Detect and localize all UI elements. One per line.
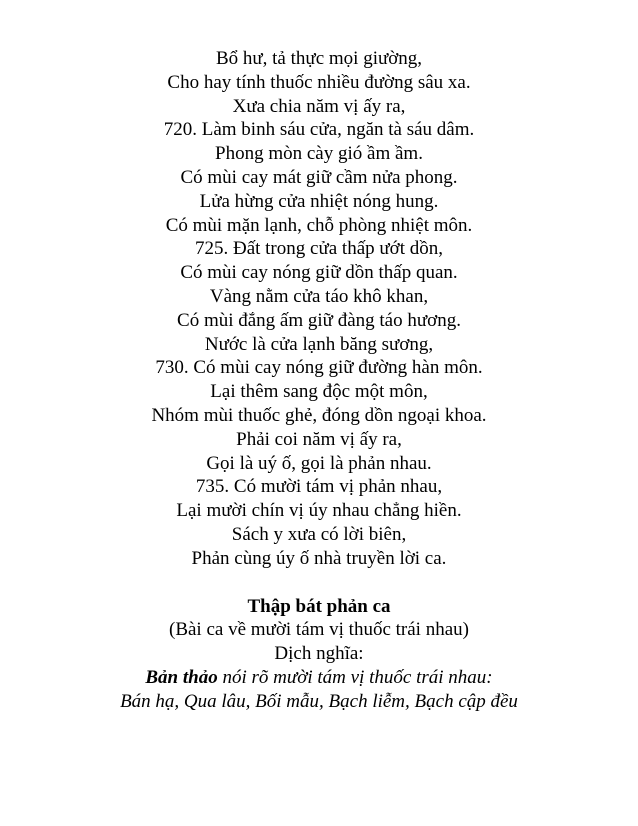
poem-line: Lại thêm sang độc một môn, (210, 381, 428, 403)
poem-line: Xưa chia năm vị ấy ra, (232, 95, 406, 117)
section-subtitle: (Bài ca về mười tám vị thuốc trái nhau) (169, 619, 469, 641)
poem-line: Có mùi đắng ấm giữ đàng táo hương. (177, 309, 461, 331)
poem-line: 720. Làm binh sáu cửa, ngăn tà sáu dâm. (163, 119, 475, 141)
section-title: Thập bát phản ca (247, 595, 391, 617)
book-name: Bản thảo (145, 666, 218, 688)
poem-line: Nước là cửa lạnh băng sương, (204, 333, 434, 355)
poem-line: Vàng nằm cửa táo khô khan, (209, 285, 429, 307)
poem-line: Phong mòn cày gió ầm ầm. (215, 143, 423, 165)
poem-line: Có mùi cay mát giữ cầm nửa phong. (180, 166, 458, 188)
translation-line (0, 666, 638, 690)
poem-line: 725. Đất trong cửa thấp ướt dồn, (194, 238, 444, 260)
translation-text: nói rõ mười tám vị thuốc trái nhau: (217, 666, 493, 688)
poem-line: Gọi là uý ố, gọi là phản nhau. (206, 452, 432, 474)
poem-line: Có mùi cay nóng giữ dồn thấp quan. (180, 262, 458, 284)
poem-line: Phản cùng úy ố nhà truyền lời ca. (191, 547, 447, 569)
translation-label: Dịch nghĩa: (274, 643, 364, 665)
poem-line: Bổ hư, tả thực mọi giường, (215, 48, 423, 69)
poem-line: 730. Có mùi cay nóng giữ đường hàn môn. (155, 357, 483, 379)
poem-line: Nhóm mùi thuốc ghẻ, đóng dồn ngoại khoa. (151, 404, 487, 426)
poem-line: Lại mười chín vị úy nhau chẳng hiền. (176, 500, 462, 522)
poem-line: Phải coi năm vị ấy ra, (236, 428, 402, 450)
translation-line-2: Bán hạ, Qua lâu, Bối mẫu, Bạch liễm, Bạch cập đều (120, 690, 518, 712)
poem-line: Sách y xưa có lời biên, (231, 523, 407, 545)
poem-line: 735. Có mười tám vị phản nhau, (195, 476, 443, 498)
poem-line: Cho hay tính thuốc nhiều đường sâu xa. (167, 71, 471, 93)
blank-line (0, 571, 638, 595)
poem-body (0, 47, 638, 714)
poem-line: Có mùi mặn lạnh, chỗ phòng nhiệt môn. (165, 214, 473, 236)
poem-line: Lửa hừng cửa nhiệt nóng hung. (199, 190, 439, 212)
